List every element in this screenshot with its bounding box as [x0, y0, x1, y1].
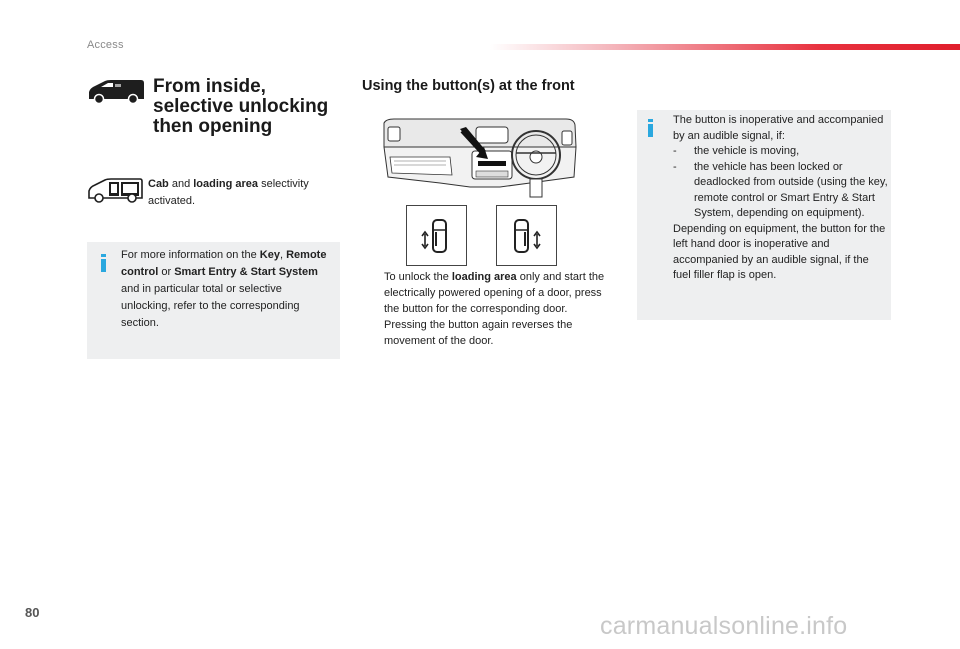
left-door-button-illustration	[406, 205, 467, 266]
list-item-text: the vehicle is moving,	[694, 145, 800, 157]
section-title: Access	[87, 39, 124, 51]
dashboard-illustration	[380, 117, 578, 200]
remote-control-label: Remote control	[121, 249, 327, 278]
key-label: Key	[259, 249, 280, 261]
bullet-icon	[364, 269, 384, 317]
left-sliding-door-icon	[407, 206, 466, 265]
header-gradient-bar	[490, 44, 960, 50]
watermark: carmanualsonline.info	[600, 612, 848, 640]
list-item	[673, 160, 888, 222]
info-box-more-information	[87, 242, 340, 359]
text-segment: For more information on the	[121, 249, 260, 261]
page-number: 80	[25, 605, 40, 620]
list-item-text: the vehicle has been locked or deadlocked from outside (using the key, remote control or Smart Entry & Start System, depending on equipment).	[694, 160, 888, 219]
text-segment: selectivity activated.	[148, 178, 309, 207]
van-selectivity-icon	[87, 177, 143, 204]
text-segment: only and start the electrically powered opening of a door, press the button for the corresponding door.	[384, 271, 605, 315]
loading-area-label: loading area	[193, 178, 259, 190]
dash-marker: -	[673, 145, 677, 157]
cab-label: Cab	[148, 178, 169, 190]
instructions	[364, 269, 614, 349]
text-segment: To unlock the	[384, 271, 452, 283]
sub-heading: Using the button(s) at the front	[362, 78, 575, 94]
heading-line-3: then opening	[153, 116, 273, 137]
list-item	[673, 144, 888, 160]
text-segment: and	[168, 178, 194, 190]
instruction-text: Pressing the button again reverses the movement of the door.	[384, 319, 573, 347]
main-heading	[153, 77, 353, 137]
right-sliding-door-icon	[497, 206, 556, 265]
text-segment: or	[158, 266, 175, 278]
van-icon	[87, 78, 145, 105]
text-segment: and in particular total or selective unlocking, refer to the corresponding section.	[121, 283, 300, 329]
info-icon	[101, 254, 106, 272]
loading-area-label: loading area	[451, 271, 517, 283]
dash-marker: -	[673, 160, 677, 173]
info-intro: The button is inoperative and accompanied by an audible signal, if:	[673, 114, 884, 142]
heading-line-2: selective unlocking	[153, 96, 329, 117]
bullet-icon	[364, 317, 384, 349]
info-box-button-inoperative	[637, 110, 891, 320]
info-text	[673, 113, 888, 284]
instruction-item	[364, 317, 614, 349]
info-outro: Depending on equipment, the button for the left hand door is inoperative and accompanied by an audible signal, if the fuel filler flap is open.	[673, 222, 886, 281]
smart-entry-label: Smart Entry & Start System	[174, 266, 318, 278]
instruction-text	[384, 269, 614, 317]
right-door-button-illustration	[496, 205, 557, 266]
text-segment: ,	[279, 249, 287, 261]
info-icon	[648, 119, 653, 137]
selectivity-text	[148, 176, 338, 210]
instruction-item	[364, 269, 614, 317]
heading-line-1: From inside,	[153, 76, 266, 97]
info-text	[121, 247, 333, 332]
